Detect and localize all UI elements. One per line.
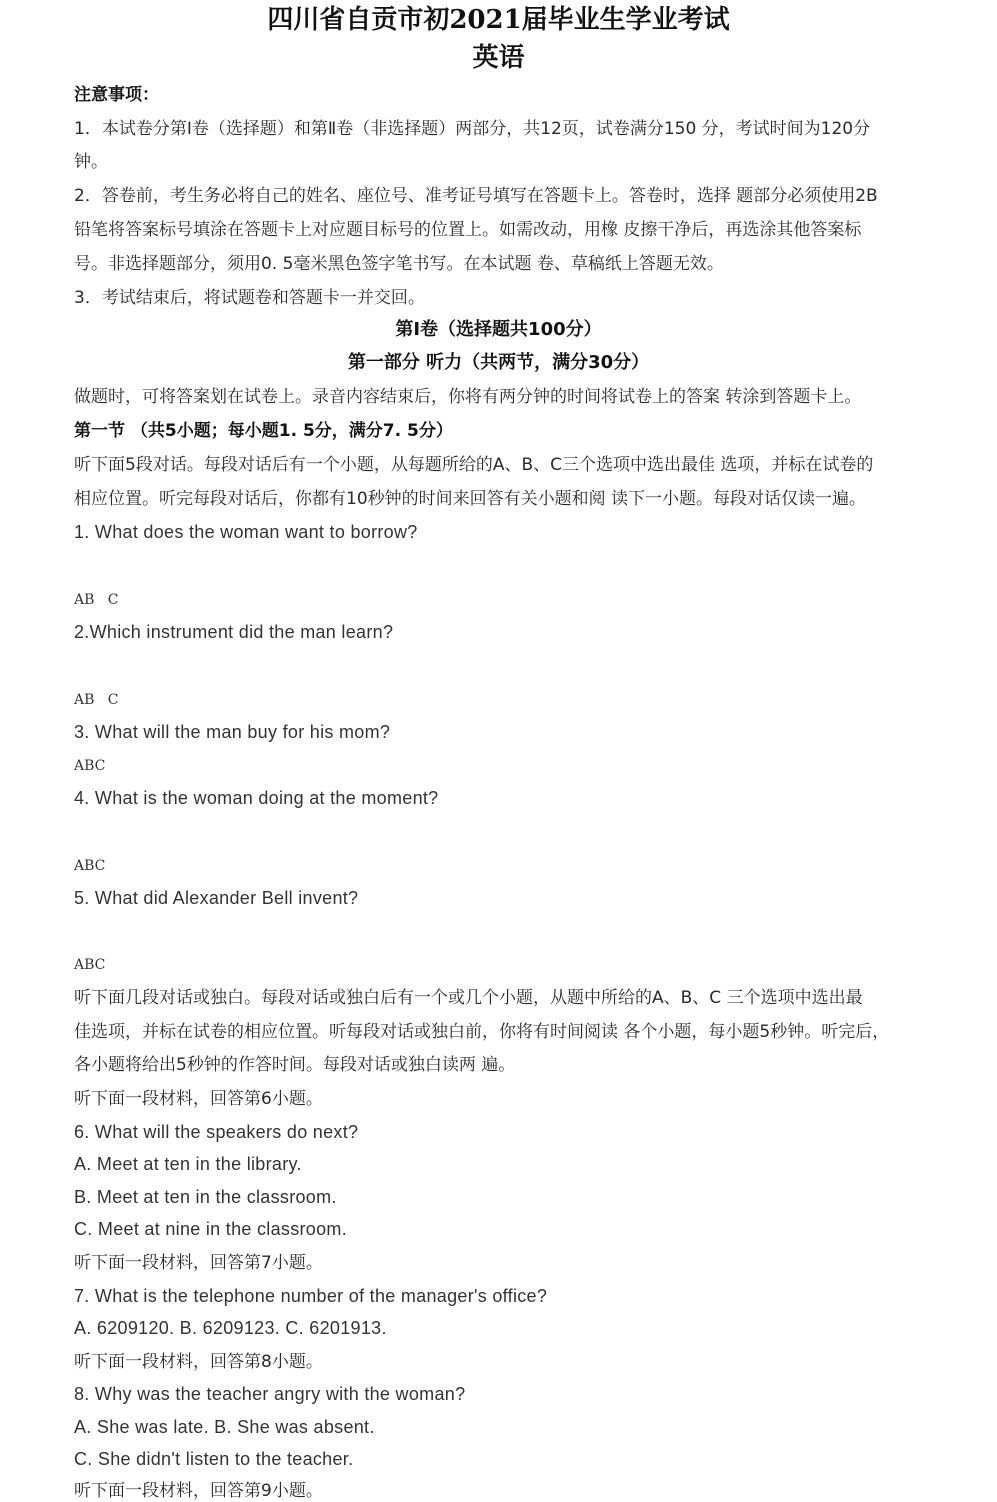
question-6-option-c: C. Meet at nine in the classroom. [74,1219,348,1239]
question-6: 6. What will the speakers do next? [74,1122,359,1142]
section1-heading: 第一节 （共5小题；每小题1. 5分，满分7. 5分） [74,421,453,441]
notice-item-2-cont: 铅笔将答案标号填涂在答题卡上对应题目标号的位置上。如需改动，用橡 皮擦干净后，再选涂其他答案标 [74,220,862,240]
question-8-option-c: C. She didn't listen to the teacher. [74,1449,354,1469]
section2-intro-cont2: 各小题将给出5秒钟的作答时间。每段对话或独白读两 遍。 [74,1055,516,1075]
question-8-options-ab: A. She was late. B. She was absent. [74,1417,375,1437]
question-4-options: ABC [74,858,106,874]
volume1-title: 第Ⅰ卷（选择题共100分） [395,319,602,340]
material-9-instruction: 听下面一段材料，回答第9小题。 [74,1481,323,1501]
question-5-options: ABC [74,957,106,973]
material-7-instruction: 听下面一段材料，回答第7小题。 [74,1253,323,1273]
section1-intro: 听下面5段对话。每段对话后有一个小题，从每题所给的A、B、C三个选项中选出最佳 选项，并标在试卷的 [74,455,874,475]
section1-intro-cont: 相应位置。听完每段对话后，你都有10秒钟的时间来回答有关小题和阅 读下一小题。每段对话仅读一遍。 [74,489,867,509]
section2-intro: 听下面几段对话或独白。每段对话或独白后有一个或几个小题，从题中所给的A、B、C 三个选项中选出最 [74,988,863,1008]
question-4: 4. What is the woman doing at the moment? [74,788,439,808]
question-6-option-a: A. Meet at ten in the library. [74,1154,302,1174]
question-2: 2.Which instrument did the man learn? [74,622,394,642]
question-8: 8. Why was the teacher angry with the woman? [74,1384,466,1404]
question-3: 3. What will the man buy for his mom? [74,722,391,742]
question-7: 7. What is the telephone number of the manager's office? [74,1286,548,1306]
notice-item-1: 1．本试卷分第Ⅰ卷（选择题）和第Ⅱ卷（非选择题）两部分，共12页，试卷满分150 分，考试时间为120分 [74,119,871,139]
notice-item-2: 2．答卷前，考生务必将自己的姓名、座位号、准考证号填写在答题卡上。答卷时，选择 题部分必须使用2B [74,186,878,206]
exam-subject: 英语 [472,43,525,73]
part1-intro: 做题时，可将答案划在试卷上。录音内容结束后，你将有两分钟的时间将试卷上的答案 转涂到答题卡上。 [74,387,862,407]
question-3-options: ABC [74,758,106,774]
part1-title: 第一部分 听力（共两节，满分30分） [347,352,650,373]
notice-heading: 注意事项： [74,85,159,105]
exam-title: 四川省自贡市初2021届毕业生学业考试 [267,5,730,35]
notice-item-3: 3．考试结束后，将试题卷和答题卡一并交回。 [74,288,425,308]
question-1: 1. What does the woman want to borrow? [74,522,418,542]
material-6-instruction: 听下面一段材料，回答第6小题。 [74,1089,323,1109]
question-7-options: A. 6209120. B. 6209123. C. 6201913. [74,1318,387,1338]
section2-intro-cont: 佳选项，并标在试卷的相应位置。听每段对话或独白前，你将有时间阅读 各个小题，每小题5秒钟。听完后， [74,1022,890,1042]
question-5: 5. What did Alexander Bell invent? [74,888,359,908]
question-6-option-b: B. Meet at ten in the classroom. [74,1187,337,1207]
notice-item-2-cont2: 号。非选择题部分，须用0. 5毫米黑色签字笔书写。在本试题 卷、草稿纸上答题无效。 [74,254,724,274]
notice-item-1-cont: 钟。 [74,152,108,172]
question-1-options: AB C [74,592,119,608]
question-2-options: AB C [74,692,119,708]
material-8-instruction: 听下面一段材料，回答第8小题。 [74,1352,323,1372]
